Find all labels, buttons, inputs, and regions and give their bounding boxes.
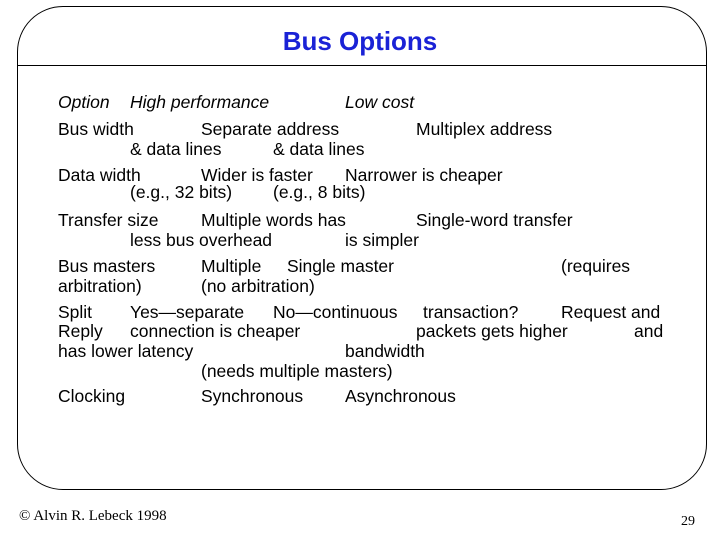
- bus-width-low-line1: Multiplex address: [416, 119, 553, 139]
- bus-masters-low: Single master: [287, 256, 394, 276]
- bus-masters-extra: (requires: [561, 256, 631, 276]
- split-high: Yes—separate: [130, 302, 245, 322]
- row-label-data-width: Data width: [58, 165, 141, 185]
- bus-masters-line2-low: (no arbitration): [201, 276, 315, 296]
- row-label-transfer-size: Transfer size: [58, 210, 159, 230]
- split-extra: Request and: [561, 302, 661, 322]
- split-line2-b: connection is cheaper: [130, 321, 301, 341]
- row-label-bus-width: Bus width: [58, 119, 134, 139]
- page-number: 29: [681, 514, 695, 529]
- data-width-high-line2: (e.g., 32 bits): [130, 182, 233, 202]
- copyright-notice: © Alvin R. Lebeck 1998: [19, 508, 167, 524]
- bus-width-high-line2: & data lines: [130, 139, 222, 159]
- bus-width-low-line2: & data lines: [273, 139, 365, 159]
- split-line2-c: packets gets higher: [416, 321, 568, 341]
- slide-title: Bus Options: [282, 26, 438, 56]
- transfer-size-low-line2: is simpler: [345, 230, 419, 250]
- header-high-performance: High performance: [130, 92, 270, 112]
- clocking-low: Asynchronous: [345, 386, 456, 406]
- bus-masters-line2: arbitration): [58, 276, 142, 296]
- clocking-high: Synchronous: [201, 386, 304, 406]
- split-line4: (needs multiple masters): [201, 361, 393, 381]
- data-width-low-line2: (e.g., 8 bits): [273, 182, 366, 202]
- split-low: No—continuous: [273, 302, 398, 322]
- row-label-bus-masters: Bus masters: [58, 256, 156, 276]
- bus-width-high-line1: Separate address: [201, 119, 340, 139]
- data-width-high-line1: Wider is faster: [201, 165, 313, 185]
- transfer-size-high-line2: less bus overhead: [130, 230, 273, 250]
- header-low-cost: Low cost: [345, 92, 415, 112]
- split-line2-a: Reply: [58, 321, 103, 341]
- row-label-clocking: Clocking: [58, 386, 126, 406]
- row-label-split: Split: [58, 302, 93, 322]
- split-question: transaction?: [423, 302, 519, 322]
- split-line2-d: and: [634, 321, 664, 341]
- transfer-size-low-line1: Single-word transfer: [416, 210, 573, 230]
- split-line3-b: bandwidth: [345, 341, 425, 361]
- split-line3-a: has lower latency: [58, 341, 194, 361]
- bus-masters-high: Multiple: [201, 256, 262, 276]
- header-option: Option: [58, 92, 110, 112]
- transfer-size-high-line1: Multiple words has: [201, 210, 346, 230]
- data-width-low-line1: Narrower is cheaper: [345, 165, 503, 185]
- title-divider: [17, 65, 707, 66]
